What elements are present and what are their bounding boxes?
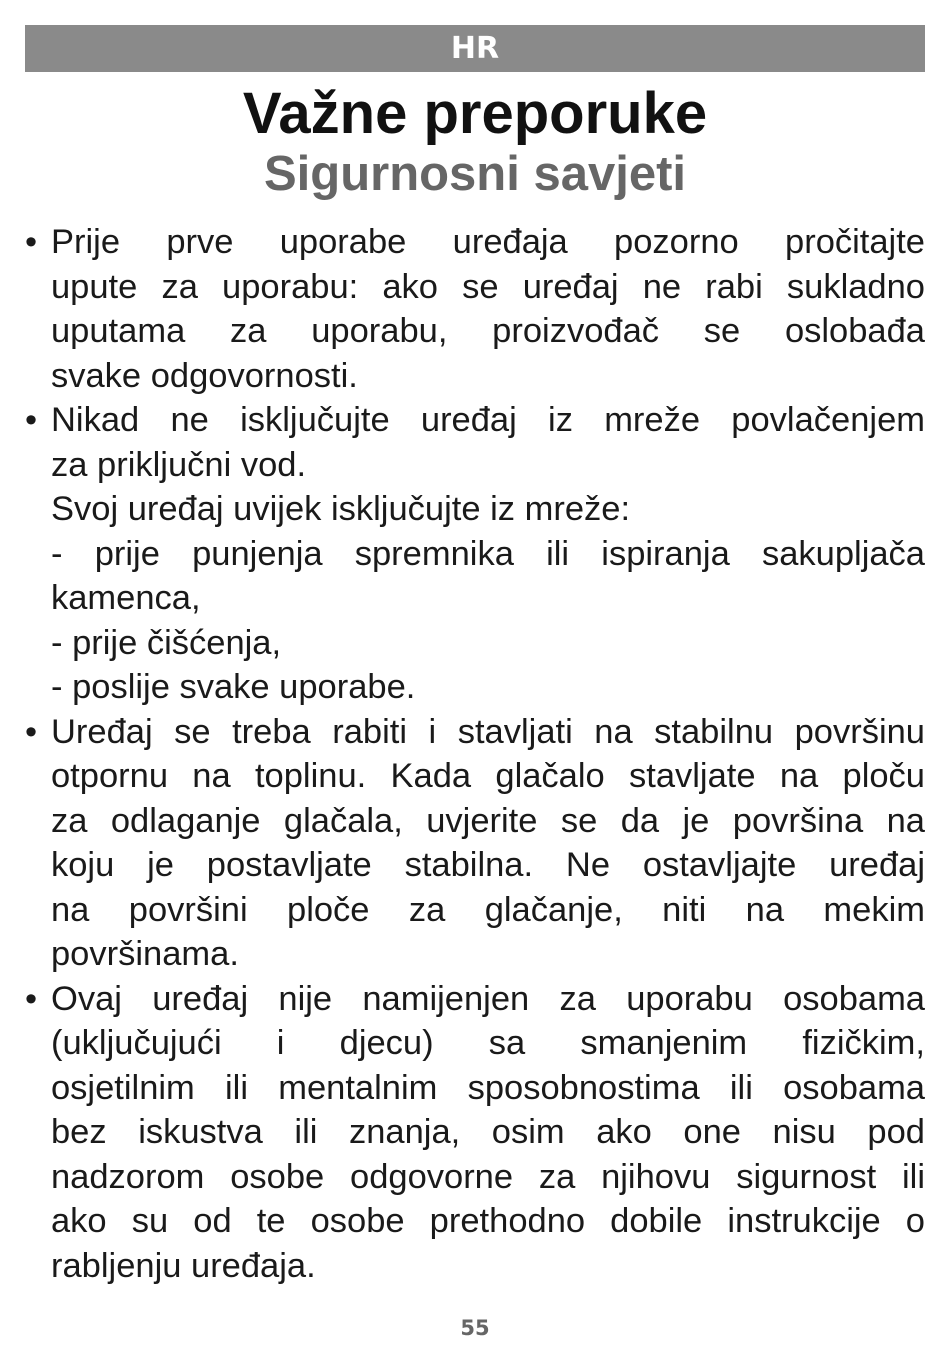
text-line: rabljenju uređaja. <box>51 1246 316 1285</box>
text-line: - prije punjenja spremnika ili ispiranja sakupljača <box>51 534 925 573</box>
language-header-bar <box>25 25 925 72</box>
list-item <box>25 710 925 977</box>
text-line: za priključni vod. <box>51 445 307 484</box>
text-line: za odlaganje glačala, uvjerite se da je površina na <box>51 801 925 840</box>
text-line: upute za uporabu: ako se uređaj ne rabi sukladno <box>51 267 925 306</box>
list-item <box>25 977 925 1289</box>
list-item-text <box>51 977 925 1289</box>
text-line: nadzorom osobe odgovorne za njihovu sigurnost ili <box>51 1157 925 1196</box>
page-subtitle: Sigurnosni savjeti <box>263 147 687 201</box>
text-line: bez iskustva ili znanja, osim ako one nisu pod <box>51 1113 925 1151</box>
list-item <box>25 398 925 710</box>
list-item-text <box>51 710 925 977</box>
text-line: svake odgovornosti. <box>51 356 358 395</box>
text-line: otpornu na toplinu. Kada glačalo stavljate na ploču <box>51 757 925 795</box>
text-line: na površini ploče za glačanje, niti na mekim <box>51 890 925 929</box>
text-line: - prije čišćenja, <box>51 623 282 662</box>
text-line: - poslije svake uporabe. <box>51 668 416 706</box>
text-line: kamenca, <box>51 579 201 617</box>
text-line: Uređaj se treba rabiti i stavljati na stabilnu površinu <box>51 712 925 751</box>
language-code: HR <box>450 31 500 66</box>
bullet-icon: • <box>25 401 38 439</box>
text-line: osjetilnim ili mentalnim sposobnostima ili osobama <box>51 1068 925 1107</box>
text-line: Svoj uređaj uvijek isključujte iz mreže: <box>51 490 631 528</box>
text-line: ako su od te osobe prethodno dobile instrukcije o <box>51 1202 925 1240</box>
page-number: 55 <box>460 1316 490 1340</box>
list-item <box>25 220 925 398</box>
bullet-icon: • <box>25 223 38 261</box>
text-line: površinama. <box>51 935 239 973</box>
text-line: Ovaj uređaj nije namijenjen za uporabu osobama <box>51 979 925 1018</box>
text-line: (uključujući i djecu) sa smanjenim fizičkim, <box>51 1024 925 1062</box>
bullet-icon: • <box>25 979 38 1018</box>
text-line: Nikad ne isključujte uređaj iz mreže povlačenjem <box>51 401 925 439</box>
text-line: Prije prve uporabe uređaja pozorno pročitajte <box>51 223 925 261</box>
recommendations-list <box>25 220 925 1288</box>
bullet-icon: • <box>25 712 38 751</box>
list-item-text <box>51 220 925 398</box>
text-line: uputama za uporabu, proizvođač se oslobađa <box>51 312 925 350</box>
page-title: Važne preporuke <box>242 81 708 146</box>
list-item-text <box>51 398 925 710</box>
text-line: koju je postavljate stabilna. Ne ostavljajte uređaj <box>51 846 925 884</box>
